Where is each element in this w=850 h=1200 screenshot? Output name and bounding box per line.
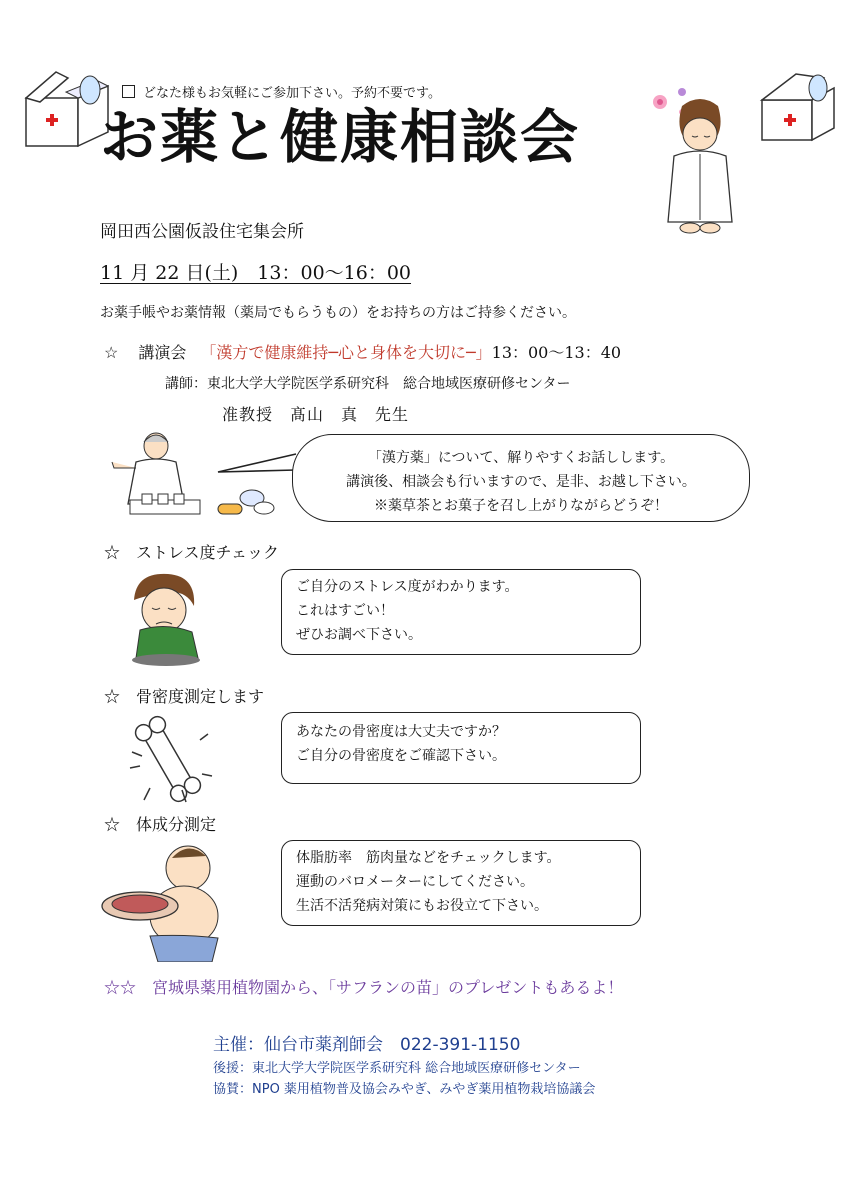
stress-heading: ☆ ストレス度チェック [104,543,280,562]
speech-bubble-tail [216,444,298,484]
bubble-line: あなたの骨密度は大丈夫ですか？ [296,724,506,740]
lecture-title: 「漢方で健康維持─心と身体を大切に─」 [200,343,492,362]
lecture-time: 13：00～13：40 [491,343,622,362]
lecturer-affiliation: 講師：東北大学大学院医学系研究科 総合地域医療研修センター [165,376,571,392]
bubble-line: これはすごい！ [296,602,394,619]
venue: 岡田西公園仮設住宅集会所 [100,222,304,242]
host-line: 主催：仙台市薬剤師会 022-391-1150 [213,1035,521,1055]
bubble-line: 体脂肪率 筋肉量などをチェックします。 [296,850,561,866]
bubble-line: 「漢方薬」について、解りやすくお話しします。 [367,450,675,466]
cooperation-line: 協賛：NPO 薬用植物普及協会みやぎ、みやぎ薬用植物栽培協議会 [213,1082,596,1097]
notice-line [122,82,441,101]
present-note: ☆☆ 宮城県薬用植物園から、「サフランの苗」のプレゼントもあるよ！ [104,978,624,997]
lecture-heading [104,340,621,363]
stress-bubble [281,569,641,655]
body-bubble [281,840,641,926]
lecturer-doctor-icon [108,428,218,524]
bubble-line: ※薬草茶とお菓子を召し上がりながらどうぞ！ [374,497,668,514]
lecture-bubble [292,434,750,522]
page-title: お薬と健康相談会 [100,103,581,171]
first-aid-box-icon [740,66,840,144]
stressed-person-icon [126,570,206,666]
bubble-line: 運動のバロメーターにしてください。 [296,873,534,890]
pharmacist-bowing-icon [660,96,740,236]
event-date: 11 月 22 日(土) 13：00～16：00 [100,262,412,284]
bubble-line: ぜひお調べ下さい。 [296,626,422,643]
star-mark: ☆ [104,343,119,362]
lecture-label: 講演会 [138,343,187,362]
body-scale-person-icon [100,838,225,962]
bubble-line: ご自分の骨密度をご確認下さい。 [296,747,506,764]
bring-note: お薬手帳やお薬情報（薬局でもらうもの）をお持ちの方はご持参ください。 [100,305,576,321]
bone-heading: ☆ 骨密度測定します [104,687,265,706]
bone-bubble [281,712,641,784]
notice-text: どなた様もお気軽にご参加下さい。予約不要です。 [143,86,441,101]
bubble-line: ご自分のストレス度がわかります。 [296,579,519,595]
lecturer-name: 准教授 髙山 真 先生 [222,405,410,424]
capsule-icon [216,486,276,518]
body-heading: ☆ 体成分測定 [104,815,217,834]
support-line: 後援：東北大学大学院医学系研究科 総合地域医療研修センター [213,1061,581,1076]
checkbox-icon [122,85,135,98]
bubble-line: 生活不活発病対策にもお役立て下さい。 [296,897,548,914]
bubble-line: 講演後、相談会も行いますので、是非、お越し下さい。 [346,473,696,490]
bone-icon [120,712,216,806]
